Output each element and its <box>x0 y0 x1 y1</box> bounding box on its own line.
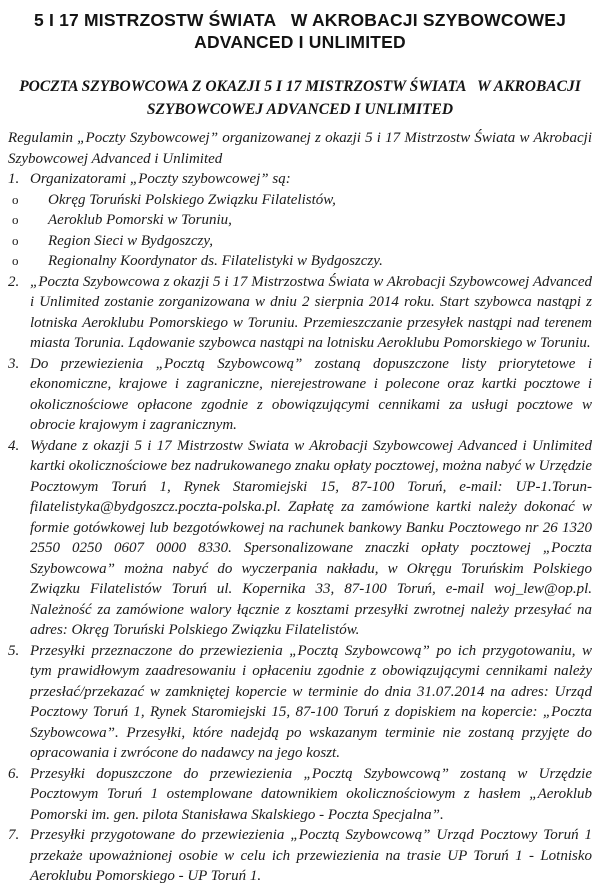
bullet-icon: o <box>12 232 19 248</box>
document-subtitle: POCZTA SZYBOWCOWA Z OKAZJI 5 I 17 MISTRZOSTW ŚWIATA W AKROBACJI SZYBOWCOWEJ ADVANCED I UNLIMITED <box>19 77 585 119</box>
bullet-text: Region Sieci w Bydgoszczy, <box>48 232 213 249</box>
list-item-1 <box>8 169 592 190</box>
list-item-2 <box>8 272 592 354</box>
bullet-item-organizer-3 <box>8 231 592 252</box>
intro-paragraph: Regulamin „Poczty Szybowcowej” organizowanej z okazji 5 i 17 Mistrzostw Świata w Akrobacji Szybowcowej Advanced i Unlimited <box>8 130 592 167</box>
bullet-item-organizer-1 <box>8 190 592 211</box>
list-item-6 <box>8 764 592 826</box>
bullet-text: Regionalny Koordynator ds. Filatelistyki w Bydgoszczy. <box>48 253 383 270</box>
bullet-item-organizer-2 <box>8 210 592 231</box>
item-text: „Poczta Szybowcowa z okazji 5 i 17 Mistrzostwa Świata w Akrobacji Szybowcowej Advanced i Unlimited zostanie zorganizowana w dniu 2 sierpnia 2014 roku. Start szybowca nastąpi z lotniska Aeroklubu Pomorskiego w Toruniu. Przemieszczanie przesyłek nastąpi nad terenem miasta Torunia. Lądowanie szybowca nastąpi na lotnisku Aeroklubu Pomorskiego w Toruniu. <box>30 273 592 352</box>
item-text: Wydane z okazji 5 i 17 Mistrzostw Swiata w Akrobacji Szybowcowej Advanced i Unlimited kartki okolicznościowe bez nadrukowanego znaku opłaty pocztowej, można nabyć w Urzędzie Pocztowym Toruń 1, Rynek Staromiejski 15, 87-100 Toruń, e-mail: UP-1.Torun-filatelistyka@bydgoszcz.poczta-polska.pl. Zapłatę za zamówione kartki należy dokonać w formie gotówkowej lub bezgotówkowej na rachunek bankowy Banku Pocztowego nr 26 1320 2550 0250 0607 0000 8330. Spersonalizowane znaczki opłaty pocztowej „Poczta Szybowcowa” można nabyć do wyczerpania nakładu, w Okręgu Toruńskim Polskiego Związku Filatelistów Toruń ul. Kopernika 33, 87-100 Toruń, e-mail woj_lew@op.pl. Należność za zamówione walory łącznie z kosztami przesyłki zwrotnej należy przesyłać na adres: Okręg Toruński Polskiego Związku Filatelistów. <box>30 437 593 639</box>
list-item-5 <box>8 641 592 764</box>
list-item-7 <box>8 825 592 887</box>
bullet-item-organizer-4 <box>8 251 592 272</box>
bullet-icon: o <box>12 253 19 269</box>
item-number: 7. <box>8 827 20 844</box>
bullet-text: Aeroklub Pomorski w Toruniu, <box>48 212 232 229</box>
item-number: 5. <box>8 642 20 659</box>
item-number: 4. <box>8 437 20 454</box>
list-item-3 <box>8 354 592 436</box>
item-text: Przesyłki dopuszczone do przewiezienia „Pocztą Szybowcową” zostaną w Urzędzie Pocztowym Toruń 1 ostemplowane datownikiem okolicznościowym z hasłem „Aeroklub Pomorski im. gen. pilota Stanisława Skalskiego - Poczta Specjalna”. <box>30 765 592 823</box>
item-number: 6. <box>8 765 20 782</box>
list-item-4 <box>8 436 592 641</box>
bullet-text: Okręg Toruński Polskiego Związku Filatelistów, <box>48 191 336 208</box>
item-number: 3. <box>8 355 20 372</box>
item-number: 2. <box>8 273 20 290</box>
bullet-icon: o <box>12 212 19 228</box>
bullet-icon: o <box>12 191 19 207</box>
item-text: Organizatorami „Poczty szybowcowej” są: <box>30 171 291 188</box>
item-number: 1. <box>8 171 20 188</box>
item-text: Do przewiezienia „Pocztą Szybowcową” zostaną dopuszczone listy priorytetowe i ekonomiczne, krajowe i zagraniczne, nierejestrowane i polecone oraz kartki pocztowe i okolicznościowe opłacone zgodnie z obowiązującymi cennikami za usługi pocztowe w obrocie krajowym i zagranicznym. <box>30 355 592 434</box>
numbered-list <box>8 169 592 887</box>
item-text: Przesyłki przygotowane do przewiezienia „Pocztą Szybowcową” Urząd Pocztowy Toruń 1 przekaże upoważnionej osobie w celu ich przewiezienia na trasie UP Toruń 1 - Lotnisko Aeroklubu Pomorskiego - UP Toruń 1. <box>30 827 592 885</box>
item-text: Przesyłki przeznaczone do przewiezienia „Pocztą Szybowcową” po ich przygotowaniu, w tym prawidłowym zaadresowaniu i opłaceniu zgodnie z obowiązującymi cennikami należy przesłać/przekazać w zamkniętej kopercie w terminie do dnia 31.07.2014 na adres: Urząd Pocztowy Toruń 1, Rynek Staromiejski 15, 87-100 Toruń z dopiskiem na kopercie: „Poczta Szybowcowa”. Przesyłki, które nadejdą po wskazanym terminie nie zostaną przyjęte do opracowania i zwrócone do nadawcy na jego koszt. <box>30 642 592 762</box>
document-title: 5 I 17 MISTRZOSTW ŚWIATA W AKROBACJI SZYBOWCOWEJ ADVANCED I UNLIMITED <box>33 10 571 53</box>
